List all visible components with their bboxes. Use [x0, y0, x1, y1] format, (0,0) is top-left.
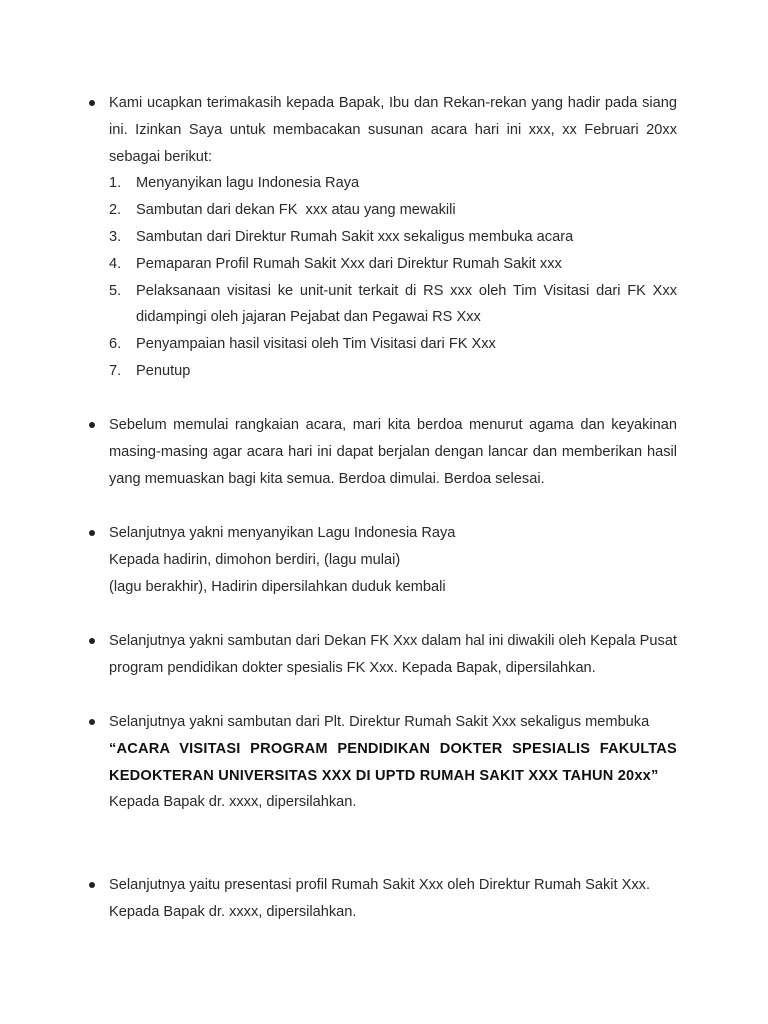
bullet-anthem — [89, 520, 677, 600]
bullet-dot-icon — [89, 422, 95, 428]
director-invitation: Kepada Bapak dr. xxxx, dipersilahkan. — [109, 794, 357, 811]
prayer-paragraph: Sebelum memulai rangkaian acara, mari kita berdoa menurut agama dan keyakinan masing-masing agar acara hari ini dapat berjalan dengan lancar dan memberikan hasil yang memuaskan bagi kita semua. Berdoa dimulai. Berdoa selesai. — [109, 417, 677, 487]
opening-paragraph: Kami ucapkan terimakasih kepada Bapak, Ibu dan Rekan-rekan yang hadir pada siang ini. Izinkan Saya untuk membacakan susunan acara hari ini xxx, xx Februari 20xx sebagai berikut: — [109, 95, 677, 165]
agenda-item: 4. Pemaparan Profil Rumah Sakit Xxx dari Direktur Rumah Sakit xxx — [109, 255, 562, 272]
agenda-list — [109, 170, 677, 384]
bullet-dot-icon — [89, 882, 95, 888]
bullet-prayer — [89, 412, 677, 492]
agenda-item: 3. Sambutan dari Direktur Rumah Sakit xxx sekaligus membuka acara — [109, 228, 574, 245]
presentation-invitation: Kepada Bapak dr. xxxx, dipersilahkan. — [109, 903, 357, 920]
agenda-item: 1. Menyanyikan lagu Indonesia Raya — [109, 175, 360, 192]
bullet-dean-speech — [89, 628, 677, 682]
bullet-director-speech — [89, 709, 677, 816]
agenda-item: 6. Penyampaian hasil visitasi oleh Tim Visitasi dari FK Xxx — [109, 336, 496, 353]
agenda-item: 7. Penutup — [109, 362, 191, 379]
anthem-line: Kepada hadirin, dimohon berdiri, (lagu mulai) — [109, 551, 401, 568]
director-speech-paragraph: Selanjutnya yakni sambutan dari Plt. Direktur Rumah Sakit Xxx sekaligus membuka — [109, 714, 650, 730]
bullet-dot-icon — [89, 719, 95, 725]
anthem-line: (lagu berakhir), Hadirin dipersilahkan duduk kembali — [109, 578, 446, 595]
bullet-dot-icon — [89, 638, 95, 644]
dean-speech-paragraph: Selanjutnya yakni sambutan dari Dekan FK Xxx dalam hal ini diwakili oleh Kepala Pusat program pendidikan dokter spesialis FK Xxx. Kepada Bapak, dipersilahkan. — [109, 633, 677, 676]
presentation-line: Selanjutnya yaitu presentasi profil Rumah Sakit Xxx oleh Direktur Rumah Sakit Xxx. — [109, 877, 651, 893]
agenda-item: 2. Sambutan dari dekan FK xxx atau yang mewakili — [109, 202, 456, 219]
bullet-dot-icon — [89, 100, 95, 106]
event-title: “ACARA VISITASI PROGRAM PENDIDIKAN DOKTER SPESIALIS FAKULTAS KEDOKTERAN UNIVERSITAS XXX DI UPTD RUMAH SAKIT XXX TAHUN 20xx” — [109, 740, 677, 784]
bullet-profile-presentation — [89, 872, 677, 926]
bullet-dot-icon — [89, 530, 95, 536]
agenda-item: 5. Pelaksanaan visitasi ke unit-unit terkait di RS xxx oleh Tim Visitasi dari FK Xxx didampingi oleh jajaran Pejabat dan Pegawai RS Xxx — [109, 282, 677, 326]
bullet-opening — [89, 90, 677, 385]
anthem-line: Selanjutnya yakni menyanyikan Lagu Indonesia Raya — [109, 525, 456, 541]
